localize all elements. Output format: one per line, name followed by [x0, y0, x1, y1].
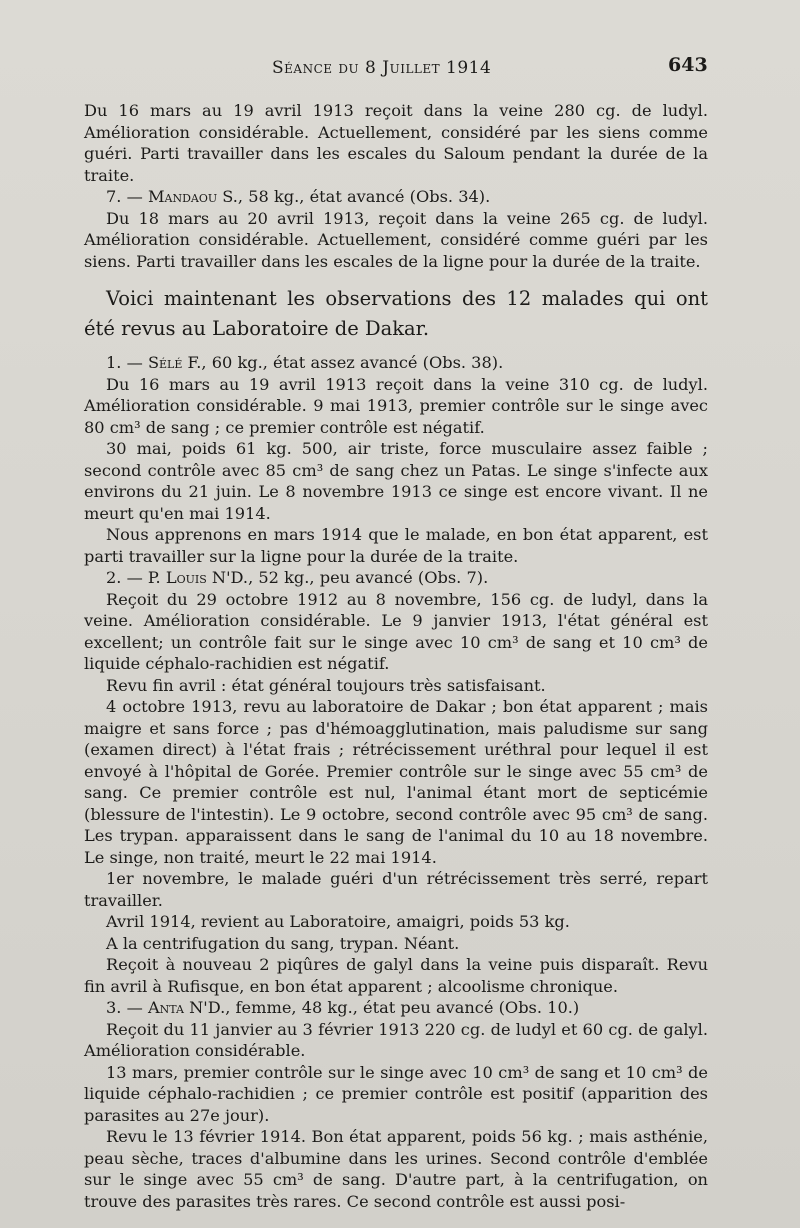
paragraph: Avril 1914, revient au Laboratoire, amaigri, poids 53 kg.	[106, 912, 570, 931]
case-heading: 1. — Sélé F., 60 kg., état assez avancé (Obs. 38).	[106, 353, 504, 372]
case-heading: 7. — Mandaou S., 58 kg., état avancé (Obs. 34).	[106, 187, 491, 206]
paragraph: 30 mai, poids 61 kg. 500, air triste, force musculaire assez faible ; second contrôle avec 85 cm³ de sang chez un Patas. Le singe s'infecte aux environs du 21 juin. Le 8 novembre 1913 ce singe est encore vivant. Il ne meurt qu'en mai 1914.	[84, 439, 708, 523]
paragraph: Nous apprenons en mars 1914 que le malade, en bon état apparent, est parti travailler sur la ligne pour la durée de la traite.	[84, 525, 708, 566]
running-head: Séance du 8 Juillet 1914	[272, 58, 492, 78]
paragraph: Reçoit du 29 octobre 1912 au 8 novembre, 156 cg. de ludyl, dans la veine. Amélioration considérable. Le 9 janvier 1913, l'état général est excellent; un contrôle fait sur le singe avec 10 cm³ de sang et 10 cm³ de liquide céphalo-rachidien est négatif.	[84, 589, 708, 673]
paragraph: Reçoit du 11 janvier au 3 février 1913 220 cg. de ludyl et 60 cg. de galyl. Amélioration considérable.	[84, 1019, 708, 1060]
paragraph: Revu fin avril : état général toujours très satisfaisant.	[106, 675, 546, 695]
page-body	[84, 100, 708, 1212]
patient-name: Sélé F.,	[147, 353, 207, 372]
paragraph: Reçoit à nouveau 2 piqûres de galyl dans la veine puis disparaît. Revu fin avril à Rufisque, en bon état apparent ; alcoolisme chronique.	[84, 955, 708, 996]
paragraph: 1er novembre, le malade guéri d'un rétrécissement très serré, repart travailler.	[84, 869, 708, 910]
paragraph: Du 16 mars au 19 avril 1913 reçoit dans la veine 280 cg. de ludyl. Amélioration considérable. Actuellement, considéré par les siens comme guéri. Parti travailler dans les escales du Saloum pendant la durée de la traite.	[84, 101, 708, 185]
patient-name: Mandaou S.,	[147, 187, 244, 206]
page-number: 643	[668, 54, 708, 76]
page-header	[0, 54, 800, 84]
patient-name: Anta N'D.,	[147, 998, 231, 1017]
paragraph: Revu le 13 février 1914. Bon état apparent, poids 56 kg. ; mais asthénie, peau sèche, traces d'albumine dans les urines. Second contrôle d'emblée sur le singe avec 55 cm³ de sang. D'autre part, à la centrifugation, on trouve des parasites très rares. Ce second contrôle est aussi posi-	[84, 1127, 708, 1211]
patient-name: Louis N'D.,	[165, 568, 254, 587]
paragraph: Du 16 mars au 19 avril 1913 reçoit dans la veine 310 cg. de ludyl. Amélioration considérable. 9 mai 1913, premier contrôle sur le singe avec 80 cm³ de sang ; ce premier contrôle est négatif.	[84, 374, 708, 437]
paragraph: 13 mars, premier contrôle sur le singe avec 10 cm³ de sang et 10 cm³ de liquide céphalo-rachidien ; ce premier contrôle est positif (apparition des parasites au 27e jour).	[84, 1062, 708, 1125]
section-lead: Voici maintenant les observations des 12 malades qui ont été revus au Laboratoire de Dakar.	[84, 287, 708, 340]
paragraph: Du 18 mars au 20 avril 1913, reçoit dans la veine 265 cg. de ludyl. Amélioration considérable. Actuellement, considéré comme guéri par les siens. Parti travailler dans les escales de la ligne pour la durée de la traite.	[84, 208, 708, 271]
case-heading: 2. — P. Louis N'D., 52 kg., peu avancé (Obs. 7).	[106, 568, 489, 587]
paragraph: 4 octobre 1913, revu au laboratoire de Dakar ; bon état apparent ; mais maigre et sans force ; pas d'hémoagglutination, mais paludisme sur sang (examen direct) à l'état frais ; rétrécissement uréthral pour lequel il est envoyé à l'hôpital de Gorée. Premier contrôle sur le singe avec 55 cm³ de sang. Ce premier contrôle est nul, l'animal étant mort de septicémie (blessure de l'intestin). Le 9 octobre, second contrôle avec 95 cm³ de sang. Les trypan. apparaissent dans le sang de l'animal du 10 au 18 novembre. Le singe, non traité, meurt le 22 mai 1914.	[84, 697, 708, 867]
case-heading: 3. — Anta N'D., femme, 48 kg., état peu avancé (Obs. 10.)	[106, 998, 580, 1017]
paragraph: A la centrifugation du sang, trypan. Néant.	[106, 933, 460, 953]
